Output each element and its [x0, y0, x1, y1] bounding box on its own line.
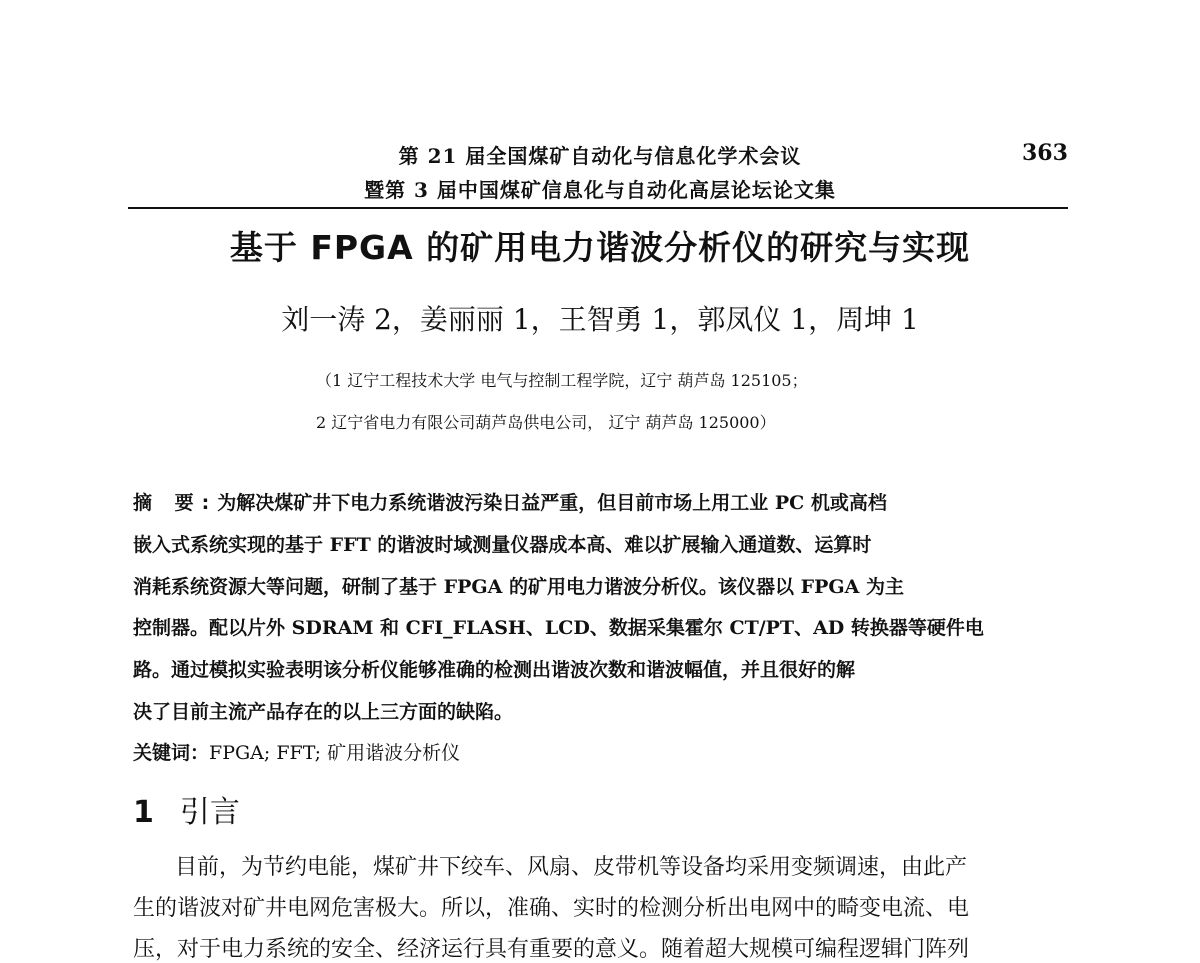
abstract-text: 为解决煤矿井下电力系统谐波污染日益严重，但目前市场上用工业 PC 机或高档 [217, 492, 887, 514]
running-header-line2: 暨第 3 届中国煤矿信息化与自动化高层论坛论文集 [364, 178, 836, 202]
section-heading [133, 787, 240, 831]
abstract-line: 路。通过模拟实验表明该分析仪能够准确的检测出谐波次数和谐波幅值，并且很好的解 [133, 659, 856, 681]
abstract-line: 嵌入式系统实现的基于 FFT 的谐波时域测量仪器成本高、难以扩展输入通道数、运算时 [133, 534, 872, 556]
abstract-line: 决了目前主流产品存在的以上三方面的缺陷。 [133, 701, 514, 723]
abstract-line: 控制器。配以片外 SDRAM 和 CFI_FLASH、LCD、数据采集霍尔 CT/PT、AD 转换器等硬件电 [133, 617, 984, 639]
abstract-label: 摘 要: [133, 492, 218, 514]
header-rule [128, 207, 1068, 209]
paper-title: 基于 FPGA 的矿用电力谐波分析仪的研究与实现 [229, 228, 971, 267]
abstract-line [133, 488, 1063, 515]
keywords-label: 关键词： [133, 742, 210, 764]
body-text-line: 压，对于电力系统的安全、经济运行具有重要的意义。随着超大规模可编程逻辑门阵列 [133, 937, 970, 962]
keywords-text: FPGA; FFT; 矿用谐波分析仪 [209, 742, 461, 764]
body-text-line: 目前，为节约电能，煤矿井下绞车、风扇、皮带机等设备均采用变频调速，由此产 [175, 855, 968, 880]
author-list: 刘一涛 2，姜丽丽 1，王智勇 1，郭凤仪 1，周坤 1 [281, 303, 919, 336]
running-header-line1: 第 21 届全国煤矿自动化与信息化学术会议 [398, 144, 802, 168]
section-title: 引言 [179, 795, 240, 830]
affiliation-1: （1 辽宁工程技术大学 电气与控制工程学院，辽宁 葫芦岛 125105； [316, 371, 808, 390]
page-number: 363 [1022, 140, 1068, 166]
keywords [133, 738, 460, 765]
affiliation-2: 2 辽宁省电力有限公司葫芦岛供电公司， 辽宁 葫芦岛 125000） [316, 413, 776, 432]
section-number: 1 [133, 795, 154, 830]
abstract-line: 消耗系统资源大等问题，研制了基于 FPGA 的矿用电力谐波分析仪。该仪器以 FPGA 为主 [133, 576, 904, 598]
body-text-line: 生的谐波对矿井电网危害极大。所以，准确、实时的检测分析出电网中的畸变电流、电 [133, 896, 970, 921]
